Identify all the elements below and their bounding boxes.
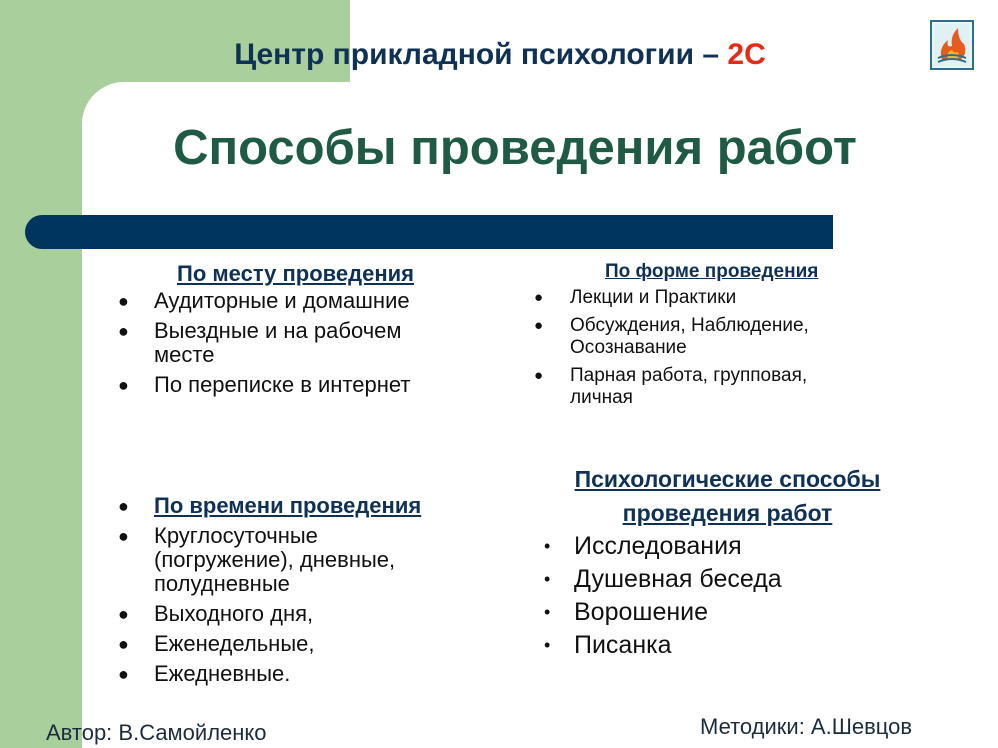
bullet-icon: ● — [118, 634, 129, 654]
organization-title — [0, 38, 998, 72]
list-item: ● Круглосуточные (погружение), дневные, полудневные — [118, 523, 396, 596]
bullet-icon: ● — [118, 526, 129, 546]
bullet-icon: ● — [118, 664, 129, 684]
list-time — [118, 494, 458, 692]
list-item: ● Выходного дня, — [118, 601, 314, 626]
list-item: ● Еженедельные, — [118, 631, 315, 656]
heading-form: По форме проведения — [605, 261, 819, 282]
list-psychological — [542, 530, 862, 662]
slide-title: Способы проведения работ — [173, 121, 857, 175]
organization-accent: 2С — [727, 38, 766, 71]
bullet-icon: ● — [534, 367, 544, 384]
list-item: ● По переписке в интернет — [118, 372, 411, 397]
bullet-icon: ● — [118, 496, 129, 516]
bullet-icon: • — [544, 536, 551, 556]
list-item: ● Лекции и Практики — [534, 287, 737, 308]
bullet-icon: • — [544, 602, 551, 622]
list-place — [118, 289, 458, 403]
list-item: • Ворошение — [542, 596, 862, 629]
list-item: ● Парная работа, групповая, личная — [534, 365, 808, 408]
bullet-icon: ● — [534, 289, 544, 306]
bullet-icon: ● — [534, 317, 544, 334]
heading-psychological: Психологические способы проведения работ — [574, 466, 881, 526]
bullet-icon: ● — [118, 375, 129, 395]
list-item: ● Обсуждения, Наблюдение, Осознавание — [534, 315, 809, 358]
heading-time: По времени проведения — [154, 493, 422, 518]
heading-place: По месту проведения — [177, 261, 414, 286]
list-item: • Исследования — [542, 530, 862, 563]
bullet-icon: ● — [118, 291, 129, 311]
bullet-icon: ● — [118, 321, 129, 341]
list-item: • Писанка — [542, 629, 862, 662]
bullet-icon: • — [544, 635, 551, 655]
list-item: ● Ежедневные. — [118, 661, 291, 686]
footer-methods: Методики: А.Шевцов — [700, 714, 913, 739]
list-item: • Душевная беседа — [542, 563, 862, 596]
flame-logo-icon — [930, 20, 974, 70]
organization-name: Центр прикладной психологии – — [234, 38, 728, 71]
footer-author: Автор: В.Самойленко — [46, 720, 267, 745]
list-item-heading — [118, 494, 458, 518]
list-item: ● Выездные и на рабочем месте — [118, 318, 402, 367]
list-item: ● Аудиторные и домашние — [118, 288, 410, 313]
bullet-icon: • — [544, 569, 551, 589]
list-form — [534, 287, 874, 415]
title-underline-bar — [25, 215, 833, 249]
bullet-icon: ● — [118, 604, 129, 624]
